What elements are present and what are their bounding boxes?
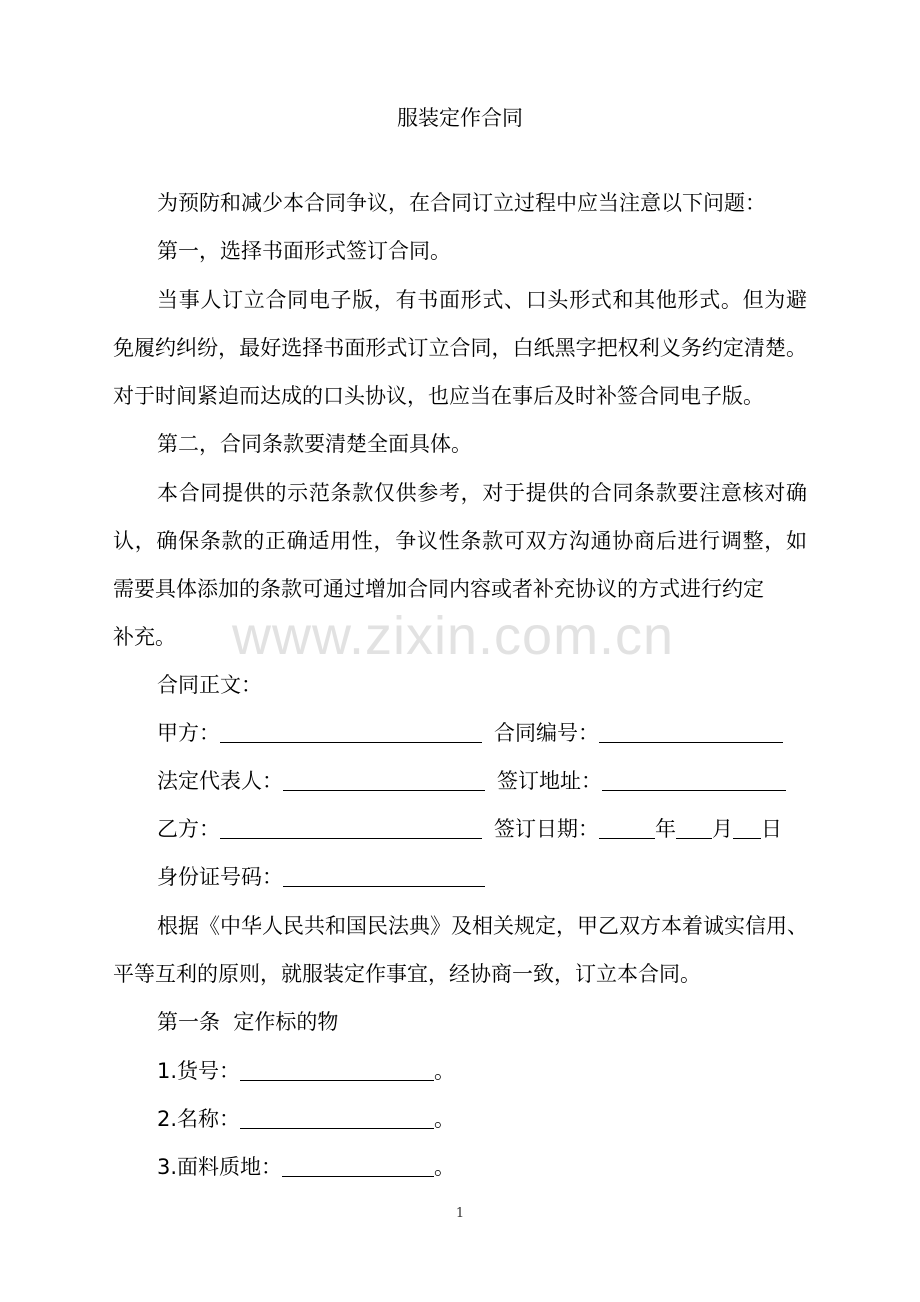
point1-line-2: 免履约纠纷，最好选择书面形式订立合同，白纸黑字把权利义务约定清楚。 — [113, 336, 807, 360]
basis-line-2: 平等互利的原则，就服装定作事宜，经协商一致，订立本合同。 — [113, 962, 701, 986]
item-no-row — [157, 1057, 857, 1085]
item-no-label: 1.货号： — [157, 1059, 241, 1083]
field-row-id-number — [157, 863, 857, 891]
name-period: 。 — [434, 1107, 456, 1131]
fabric-period: 。 — [434, 1155, 456, 1179]
sign-address-label: 签订地址： — [497, 769, 602, 793]
fabric-label: 3.面料质地： — [157, 1155, 283, 1179]
point2-line-3: 需要具体添加的条款可通过增加合同内容或者补充协议的方式进行约定 — [113, 577, 764, 601]
body-heading: 合同正文： — [157, 673, 262, 697]
fabric-row — [157, 1153, 857, 1181]
fabric-input[interactable] — [282, 1156, 434, 1177]
watermark: www.zixin.com.cn — [232, 606, 675, 666]
name-row — [157, 1105, 857, 1133]
point2-line-4: 补充。 — [113, 625, 176, 649]
contract-no-label: 合同编号： — [494, 721, 599, 745]
contract-no-input[interactable] — [599, 722, 783, 743]
page-number: 1 — [455, 1206, 465, 1221]
point1-heading: 第一，选择书面形式签订合同。 — [157, 239, 451, 263]
party-a-label: 甲方： — [157, 721, 220, 745]
name-input[interactable] — [240, 1108, 434, 1129]
item-no-input[interactable] — [240, 1060, 434, 1081]
party-b-label: 乙方： — [157, 817, 220, 841]
name-label: 2.名称： — [157, 1107, 241, 1131]
sign-address-input[interactable] — [602, 770, 786, 791]
party-a-input[interactable] — [220, 722, 482, 743]
legal-rep-label: 法定代表人： — [157, 769, 283, 793]
sign-day-input[interactable] — [733, 818, 761, 839]
field-row-party-b — [157, 815, 857, 843]
sign-month-input[interactable] — [676, 818, 712, 839]
intro-text: 为预防和减少本合同争议，在合同订立过程中应当注意以下问题： — [157, 191, 766, 215]
day-label: 日 — [761, 817, 782, 841]
party-b-input[interactable] — [220, 818, 482, 839]
item-no-period: 。 — [434, 1059, 456, 1083]
id-number-input[interactable] — [283, 866, 485, 887]
field-row-party-a — [157, 719, 857, 747]
legal-rep-input[interactable] — [283, 770, 485, 791]
sign-year-input[interactable] — [599, 818, 655, 839]
point2-line-1: 本合同提供的示范条款仅供参考，对于提供的合同条款要注意核对确 — [157, 481, 807, 505]
sign-date-label: 签订日期： — [494, 817, 599, 841]
basis-line-1: 根据《中华人民共和国民法典》及相关规定，甲乙双方本着诚实信用、 — [157, 914, 808, 938]
year-label: 年 — [655, 817, 676, 841]
id-number-label: 身份证号码： — [157, 865, 283, 889]
article1-heading: 第一条 定作标的物 — [157, 1010, 339, 1034]
point2-heading: 第二，合同条款要清楚全面具体。 — [157, 432, 472, 456]
point2-line-2: 认，确保条款的正确适用性，争议性条款可双方沟通协商后进行调整，如 — [113, 529, 807, 553]
field-row-legal-rep — [157, 767, 857, 795]
point1-line-1: 当事人订立合同电子版，有书面形式、口头形式和其他形式。但为避 — [157, 288, 807, 312]
point1-line-3: 对于时间紧迫而达成的口头协议，也应当在事后及时补签合同电子版。 — [113, 384, 764, 408]
month-label: 月 — [712, 817, 733, 841]
document-title: 服装定作合同 — [397, 106, 523, 130]
